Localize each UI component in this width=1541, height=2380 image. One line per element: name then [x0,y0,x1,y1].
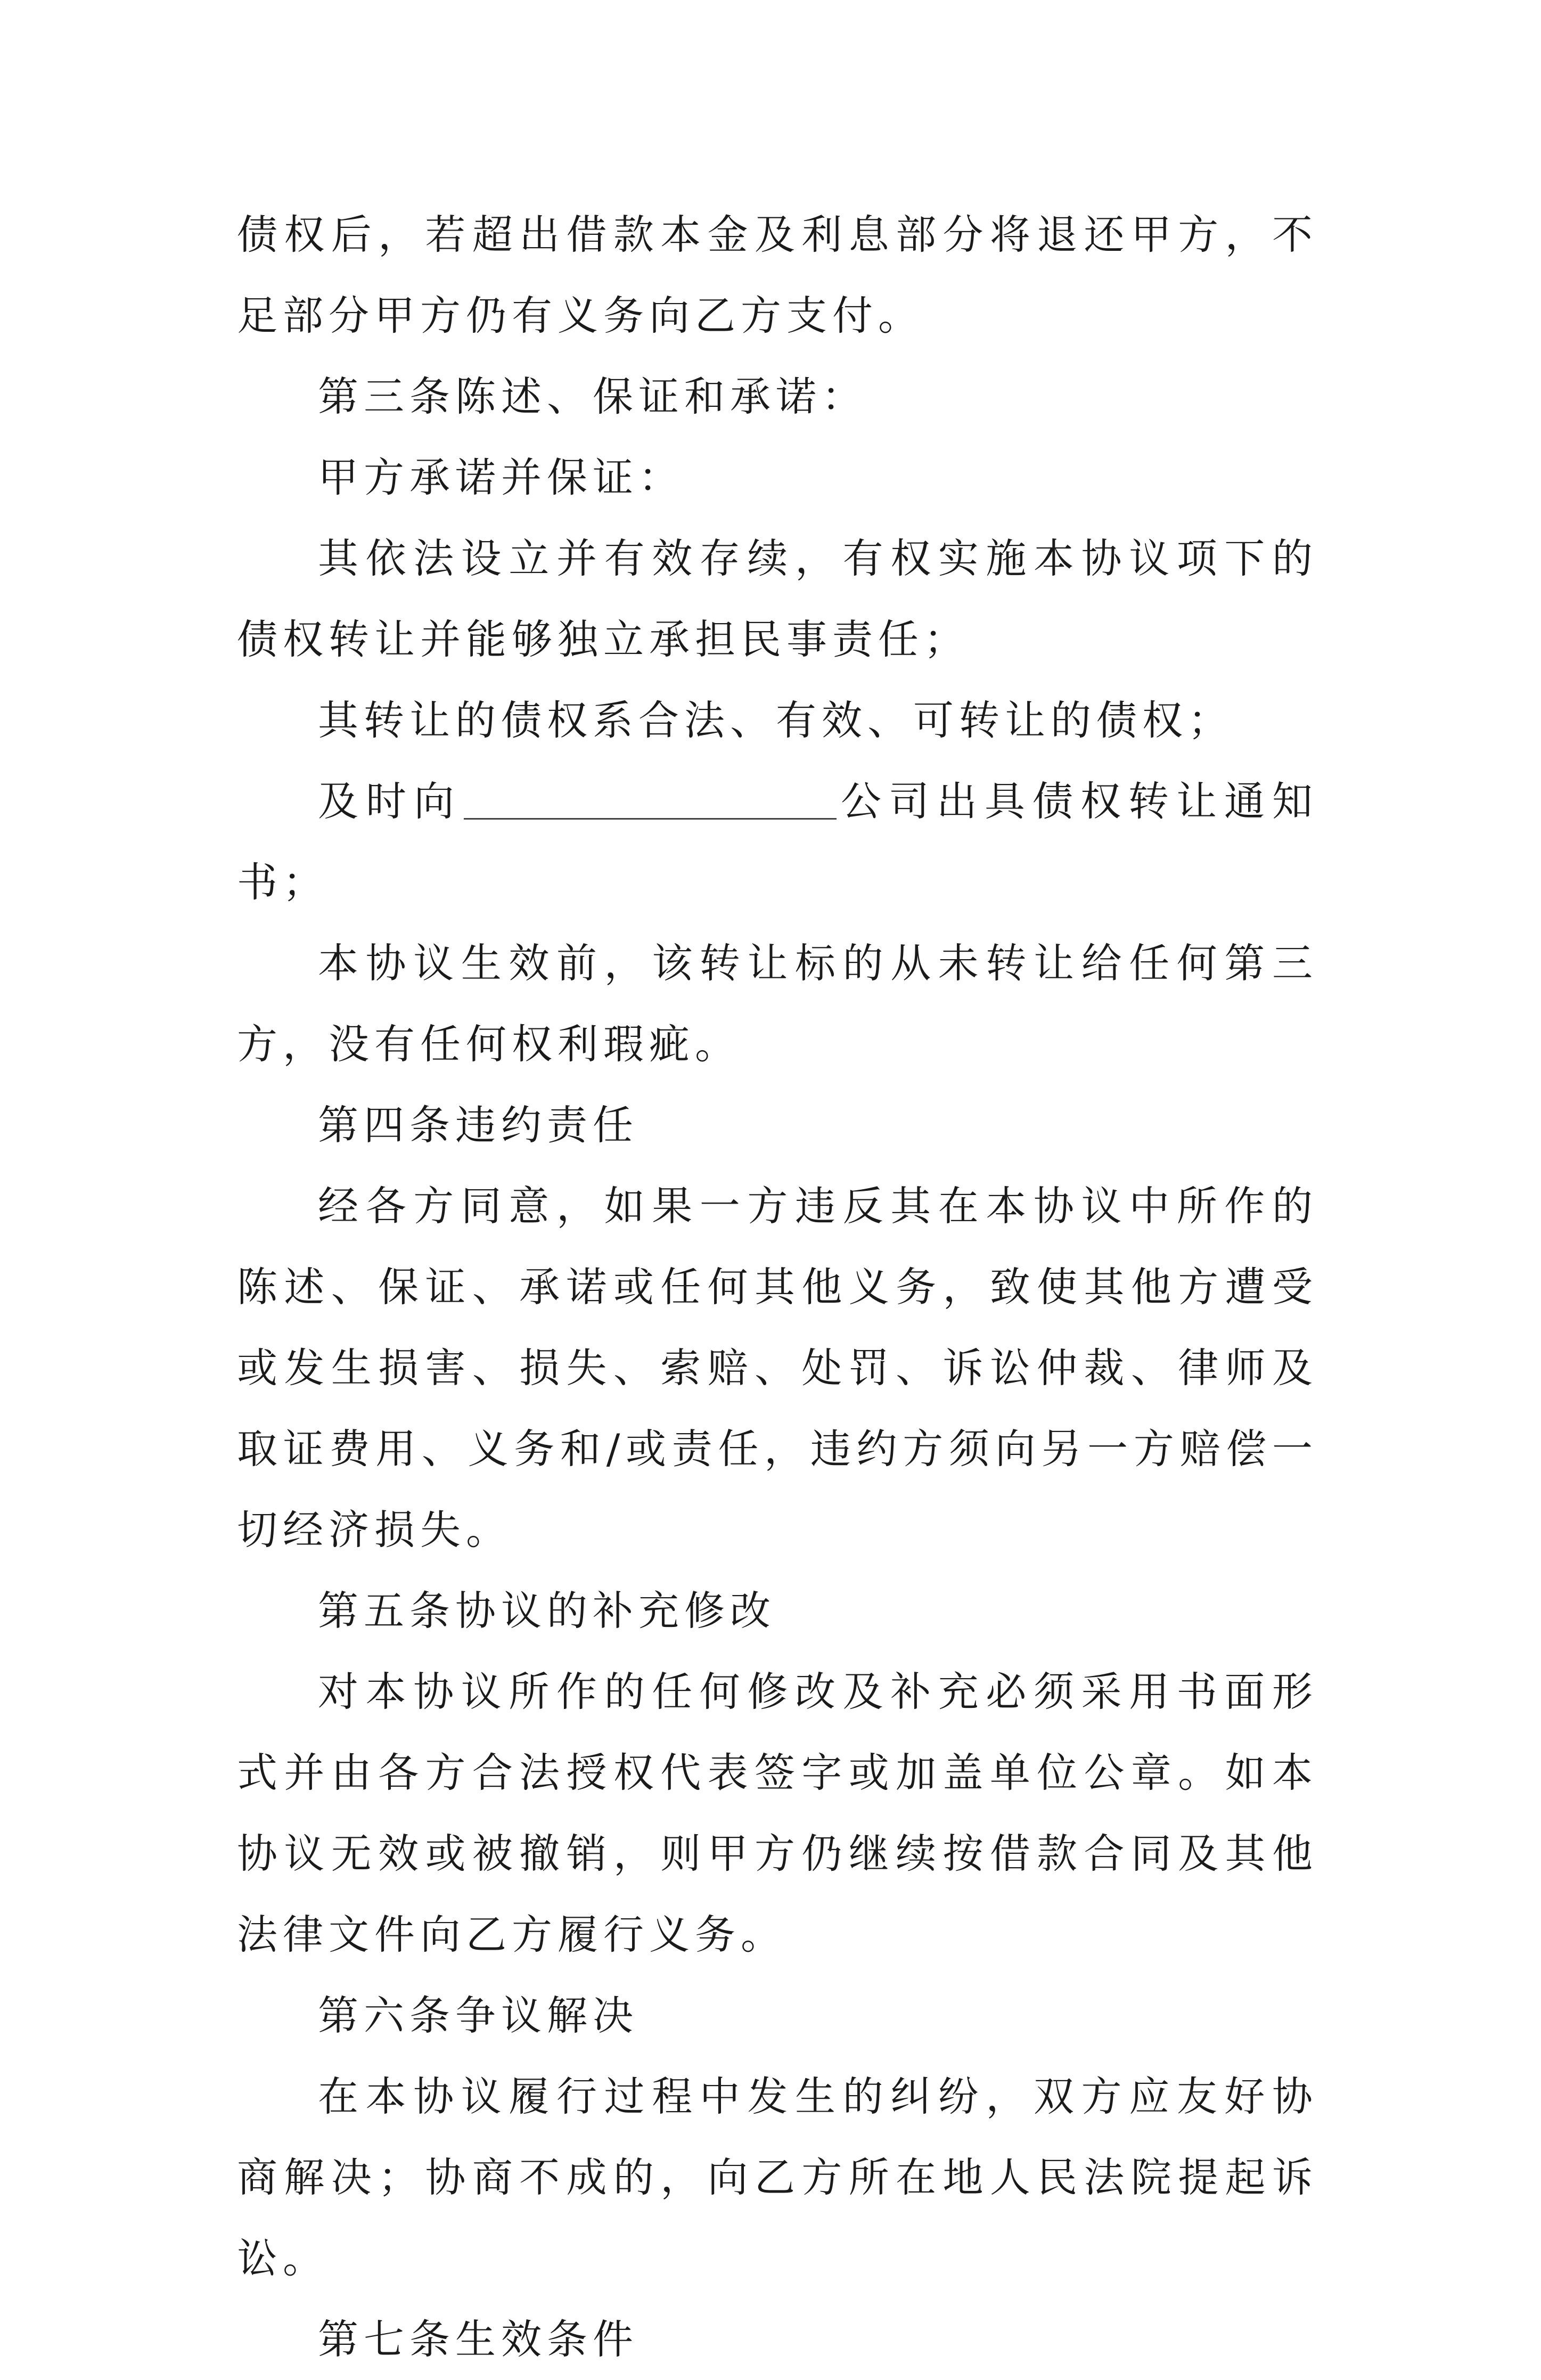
paragraph-dispute-resolution: 在本协议履行过程中发生的纠纷，双方应友好协商解决；协商不成的，向乙方所在地人民法院提起诉讼。 [237,2073,1318,2282]
article-6-heading: 第六条争议解决 [318,1992,638,2039]
paragraph-notice [237,761,1318,923]
paragraph-lawful-establishment: 其依法设立并有效存续，有权实施本协议项下的债权转让并能够独立承担民事责任； [237,535,1318,663]
notice-suffix: 公司出具债权转让通知书； [237,778,1318,906]
article-4-heading: 第四条违约责任 [318,1101,638,1149]
paragraph-no-prior-transfer: 本协议生效前，该转让标的从未转让给任何第三方，没有任何权利瑕疵。 [237,939,1318,1068]
paragraph-debt-surplus: 债权后，若超出借款本金及利息部分将退还甲方，不足部分甲方仍有义务向乙方支付。 [237,211,1318,339]
paragraph-breach-liability: 经各方同意，如果一方违反其在本协议中所作的陈述、保证、承诺或任何其他义务，致使其他方遭受或发生损害、损失、索赔、处罚、诉讼仲裁、律师及取证费用、义务和/或责任，违约方须向另一方赔偿一切经济损失。 [237,1182,1318,1553]
paragraph-party-a-warranty: 甲方承诺并保证： [318,454,684,501]
article-3-heading: 第三条陈述、保证和承诺： [318,373,867,420]
article-7-heading: 第七条生效条件 [318,2316,638,2363]
notice-prefix: 及时向 [318,778,462,825]
paragraph-amendments: 对本协议所作的任何修改及补充必须采用书面形式并由各方合法授权代表签字或加盖单位公章。如本协议无效或被撤销，则甲方仍继续按借款合同及其他法律文件向乙方履行义务。 [237,1668,1318,1958]
article-5-heading: 第五条协议的补充修改 [318,1587,776,1634]
document-body [237,194,1318,2380]
company-name-blank [464,778,837,820]
paragraph-transferable-debt: 其转让的债权系合法、有效、可转让的债权； [318,697,1234,744]
